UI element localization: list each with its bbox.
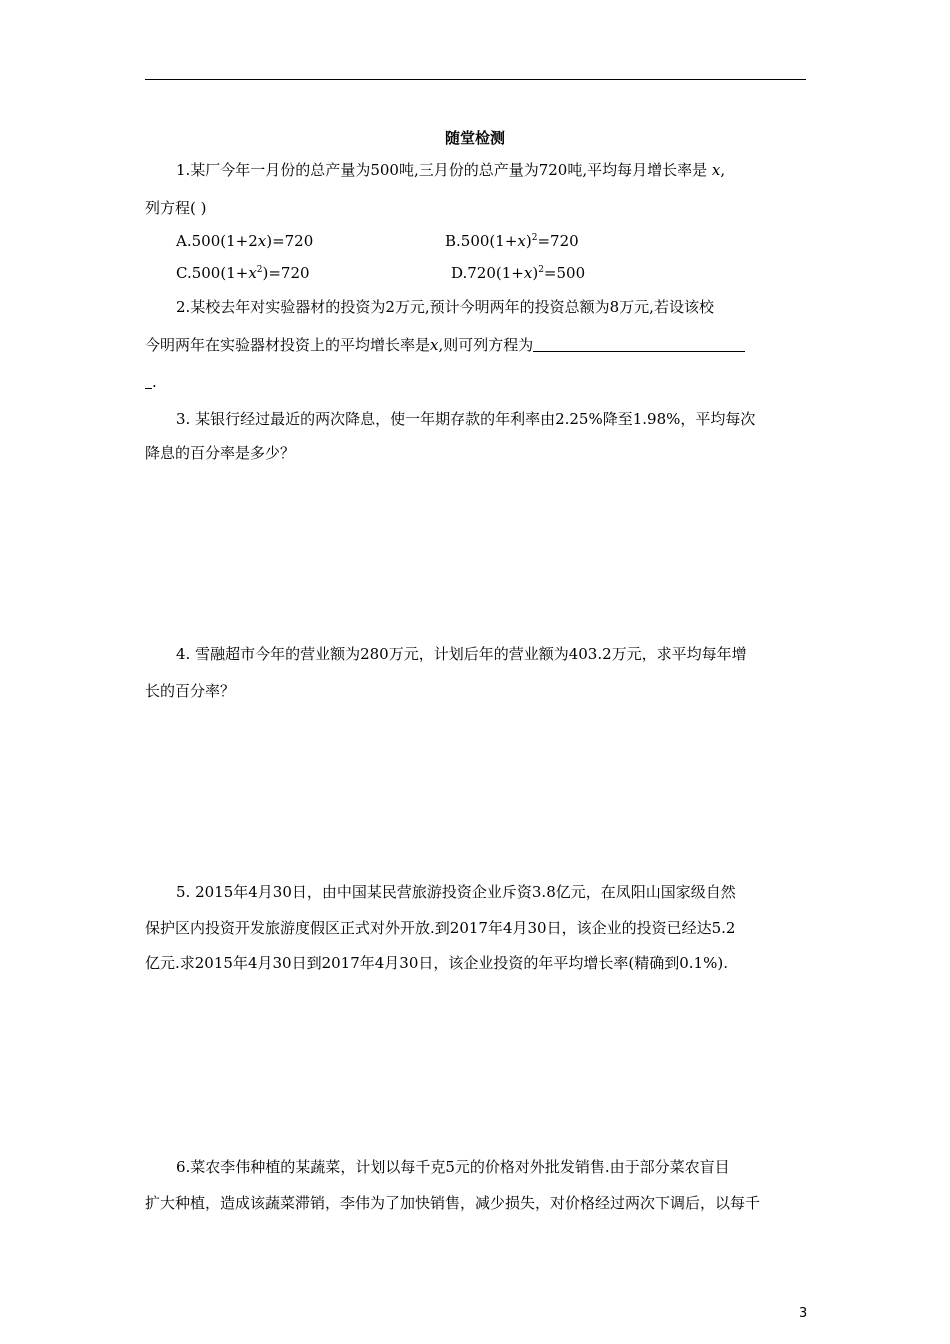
- section-title: 随堂检测: [444, 129, 505, 147]
- q3-line-1: 3. 某银行经过最近的两次降息，使一年期存款的年利率由2.25%降至1.98%，平均每次: [176, 410, 756, 428]
- q5-line-2: 保护区内投资开发旅游度假区正式对外开放.到2017年4月30日，该企业的投资已经达5.2: [145, 919, 736, 937]
- page-number: 3: [799, 1306, 808, 1321]
- q2-line-2: 今明两年在实验器材投资上的平均增长率是x,则可列方程为: [145, 335, 745, 355]
- q2-line-1: 2.某校去年对实验器材的投资为2万元,预计今明两年的投资总额为8万元,若设该校: [176, 298, 714, 316]
- q2-line-3: .: [145, 372, 157, 392]
- q4-line-1: 4. 雪融超市今年的营业额为280万元，计划后年的营业额为403.2万元，求平均每年增: [176, 645, 747, 663]
- q3-line-2: 降息的百分率是多少？: [145, 444, 296, 462]
- q5-line-3: 亿元.求2015年4月30日到2017年4月30日，该企业投资的年平均增长率(精确到0.1%).: [145, 954, 728, 972]
- q1-line-2: 列方程( ): [145, 199, 207, 217]
- header-rule: [145, 79, 806, 80]
- q1-option-a: A.500(1+2x)=720: [176, 232, 314, 250]
- q4-line-2: 长的百分率？: [145, 682, 236, 700]
- q1-option-c: $C.500(1+x^2)=720$: [176, 264, 310, 282]
- q6-line-1: 6.菜农李伟种植的某蔬菜，计划以每千克5元的价格对外批发销售.由于部分菜农盲目: [176, 1158, 730, 1176]
- q1-option-b: $B.500(1+x)^2=720$: [445, 232, 579, 250]
- q5-line-1: 5. 2015年4月30日，由中国某民营旅游投资企业斥资3.8亿元，在凤阳山国家级自然: [176, 883, 736, 901]
- q1-line-1: 1.某厂今年一月份的总产量为500吨,三月份的总产量为720吨,平均每月增长率是 x,: [176, 161, 726, 179]
- q2-answer-blank[interactable]: [533, 337, 745, 352]
- q1-option-d: $D.720(1+x)^2=500$: [451, 264, 586, 282]
- q6-line-2: 扩大种植，造成该蔬菜滞销，李伟为了加快销售，减少损失，对价格经过两次下调后，以每千: [145, 1194, 761, 1212]
